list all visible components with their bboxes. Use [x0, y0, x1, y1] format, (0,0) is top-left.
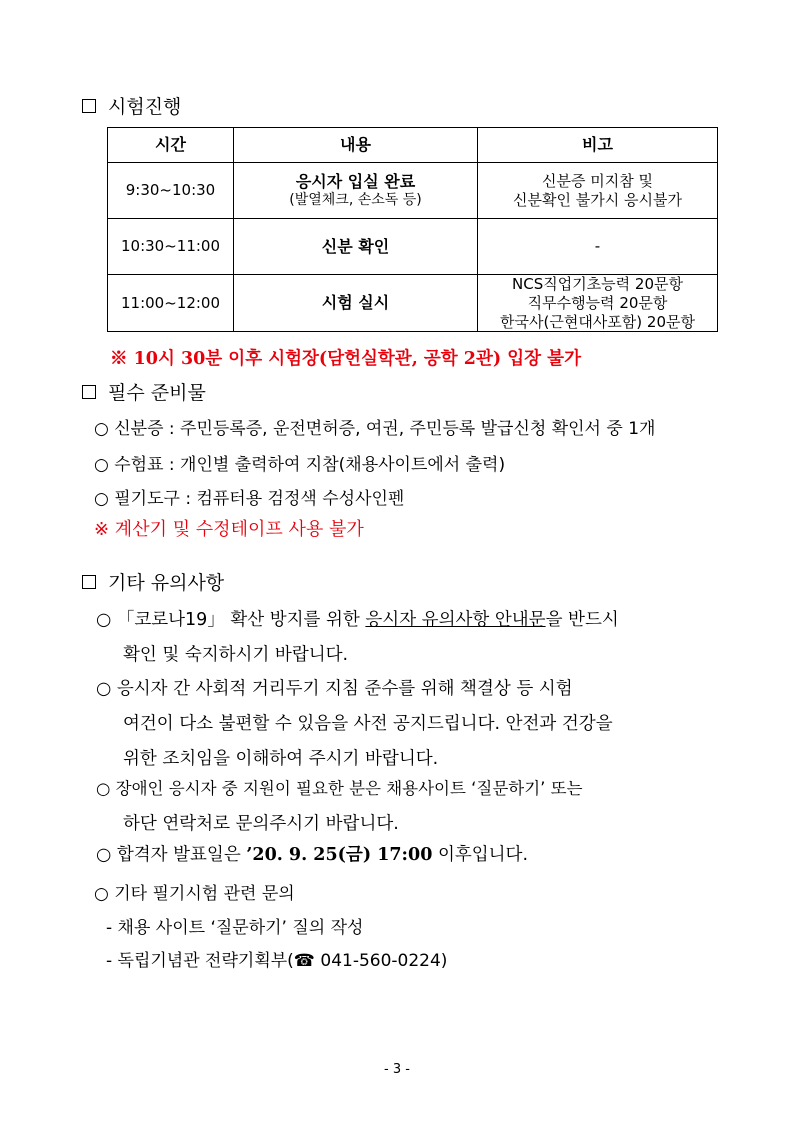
text-line: 하단 연락처로 문의주시기 바랍니다. — [123, 814, 399, 834]
section-heading-other-notes — [82, 568, 224, 595]
note-paragraph-announcement — [96, 838, 721, 873]
cell-time: 9:30~10:30 — [108, 163, 234, 219]
note-paragraph-disability — [96, 771, 721, 842]
text-line: 위한 조치임을 이해하여 주시기 바랍니다. — [123, 749, 439, 769]
checkbox-square-icon — [82, 385, 96, 399]
note-line: 신분확인 불가시 응시불가 — [513, 190, 682, 209]
text-span: ○ 합격자 발표일은 — [96, 845, 247, 865]
section-heading-required-items — [82, 378, 206, 405]
list-item: ○ 기타 필기시험 관련 문의 — [94, 884, 295, 904]
content-sub: (발열체크, 손소독 등) — [289, 191, 422, 208]
text-span: ○ 「코로나19」 확산 방지를 위한 — [96, 610, 366, 630]
list-item: ○ 수험표 : 개인별 출력하여 지참(채용사이트에서 출력) — [94, 455, 506, 475]
section-title: 필수 준비물 — [108, 382, 206, 404]
text-line: 확인 및 숙지하시기 바랍니다. — [123, 645, 349, 665]
header-content: 내용 — [234, 128, 478, 163]
note-line: NCS직업기초능력 20문항 — [512, 275, 683, 293]
note-paragraph-covid — [96, 603, 721, 673]
note-line: 직무수행능력 20문항 — [527, 293, 668, 312]
list-item: ○ 필기도구 : 컴퓨터용 검정색 수성사인펜 — [94, 489, 405, 509]
cell-content — [234, 163, 478, 219]
section-title: 시험진행 — [108, 96, 182, 118]
cell-content: 신분 확인 — [234, 219, 478, 275]
section-title: 기타 유의사항 — [108, 572, 225, 594]
checkbox-square-icon — [82, 575, 96, 589]
content-main: 응시자 입실 완료 — [295, 171, 416, 191]
entry-deadline-notice: ※ 10시 30분 이후 시험장(담헌실학관, 공학 2관) 입장 불가 — [110, 349, 581, 369]
text-line: ○ 장애인 응시자 중 지원이 필요한 분은 채용사이트 ‘질문하기’ 또는 — [96, 779, 583, 798]
text-span: 을 반드시 — [545, 610, 619, 630]
table-row — [108, 219, 718, 275]
list-item: ○ 신분증 : 주민등록증, 운전면허증, 여권, 주민등록 발급신청 확인서 중 1개 — [94, 419, 656, 439]
page-number: - 3 - — [384, 1062, 410, 1077]
note-line: 한국사(근현대사포함) 20문항 — [500, 312, 695, 331]
cell-note: - — [478, 219, 718, 275]
cell-note — [478, 163, 718, 219]
contact-line: - 독립기념관 전략기획부(☎ 041-560-0224) — [106, 951, 448, 971]
list-item: - 채용 사이트 ‘질문하기’ 질의 작성 — [106, 918, 364, 938]
cell-time: 11:00~12:00 — [108, 275, 234, 332]
cell-content: 시험 실시 — [234, 275, 478, 332]
checkbox-square-icon — [82, 99, 96, 113]
note-line: 신분증 미지참 및 — [542, 171, 653, 190]
header-time: 시간 — [108, 128, 234, 163]
cell-note — [478, 275, 718, 332]
calculator-notice: ※ 계산기 및 수정테이프 사용 불가 — [94, 519, 364, 540]
table-row — [108, 163, 718, 219]
note-paragraph-distancing — [96, 672, 721, 777]
exam-schedule-table — [107, 127, 718, 332]
announcement-date: ’20. 9. 25(금) 17:00 — [246, 845, 433, 865]
table-row — [108, 275, 718, 332]
section-heading-exam-progress — [82, 92, 181, 119]
covid-guide-link-text: 응시자 유의사항 안내문 — [365, 610, 546, 630]
text-span: 이후입니다. — [432, 845, 529, 865]
text-line: ○ 응시자 간 사회적 거리두기 지침 준수를 위해 책결상 등 시험 — [96, 679, 573, 699]
text-line: 여건이 다소 불편할 수 있음을 사전 공지드립니다. 안전과 건강을 — [123, 714, 613, 734]
table-header-row — [108, 128, 718, 163]
header-note: 비고 — [478, 128, 718, 163]
cell-time: 10:30~11:00 — [108, 219, 234, 275]
